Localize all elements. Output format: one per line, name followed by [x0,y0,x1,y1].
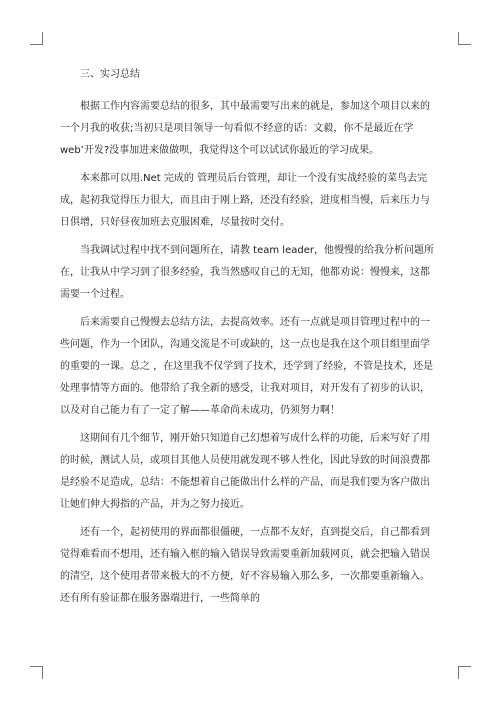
paragraph-line: 成，起初我觉得压力很大，而且由于刚上路，还没有经验，进度相当慢，后来压力与 [60,195,430,206]
paragraph-line: 还有一个，起初使用的界面都很僵硬，一点都不友好，直到提交后，自己都看到 [80,527,430,538]
paragraph [60,428,442,516]
crop-mark-bottom-right [458,666,471,679]
paragraph [60,240,442,306]
paragraph-line: 当我调试过程中找不到问题所在，请教 team leader，他慢慢的给我分析问题所 [80,245,434,256]
paragraph-line: 觉得难看而不想用，还有输入框的输入错误导致需要重新加载网页，就会把输入错误 [60,549,430,560]
paragraph-line: 的清空，这个使用者带来极大的不方便，好不容易输入那么多，一次都要重新输入。 [60,571,430,582]
crop-mark-top-left [30,32,43,45]
paragraph-line: 后来需要自己慢慢去总结方法，去提高效率。还有一点就是项目管理过程中的一 [80,317,430,328]
paragraph-line: 这期间有几个细节，刚开始只知道自己幻想着写成什么样的功能，后来写好了用 [80,433,430,444]
paragraph-line: 本来都可以用.Net 完成的 管理员后台管理，却让一个没有实战经验的菜鸟去完 [80,173,428,184]
paragraph-line: 的时候，测试人员，或项目其他人员使用就发现不够人性化，因此导致的时间浪费都 [60,455,430,466]
paragraph-line: web’开发?没事加进来做做呗，我觉得这个可以试试你最近的学习成果。 [60,145,380,156]
paragraph-line: 需要一个过程。 [60,289,130,300]
section-heading: 三、实习总结 [80,69,140,80]
paragraph-list [60,96,442,610]
paragraph-line: 处理事情等方面的。他带给了我全新的感受，让我对项目，对开发有了初步的认识， [60,383,430,394]
paragraph-line: 以及对自己能力有了一定了解——革命尚未成功，仍须努力啊！ [60,405,340,416]
paragraph-line: 是经验不足造成，总结：不能想着自己能做出什么样的产品，而是我们要为客户做出 [60,477,430,488]
paragraph [60,168,442,234]
paragraph-line: 还有所有验证都在服务器端进行，一些简单的 [60,593,260,604]
paragraph-line: 的重要的一课。总之 ，在这里我不仅学到了技术，还学到了经验，不管是技术，还是 [60,361,434,372]
paragraph [60,522,442,610]
paragraph-line: 日俱增，只好昼夜加班去克服困难，尽量按时交付。 [60,217,290,228]
paragraph [60,96,442,162]
paragraph-line: 在，让我从中学习到了很多经验，我当然感叹自己的无知，他都劝说：慢慢来，这都 [60,267,430,278]
document-body [60,68,442,616]
paragraph-line: 些问题，作为一个团队，沟通交流是不可或缺的，这一点也是我在这个项目组里面学 [60,339,430,350]
paragraph [60,312,442,422]
paragraph-line: 根据工作内容需要总结的很多，其中最需要写出来的就是，参加这个项目以来的 [80,101,430,112]
paragraph-line: 一个月我的收获;当初只是项目领导一句看似不经意的话：文毅，你不是最近在学 [60,123,414,134]
paragraph-line: 让她们伸大拇指的产品，并为之努力接近。 [60,499,250,510]
crop-mark-bottom-left [30,666,43,679]
crop-mark-top-right [458,32,471,45]
